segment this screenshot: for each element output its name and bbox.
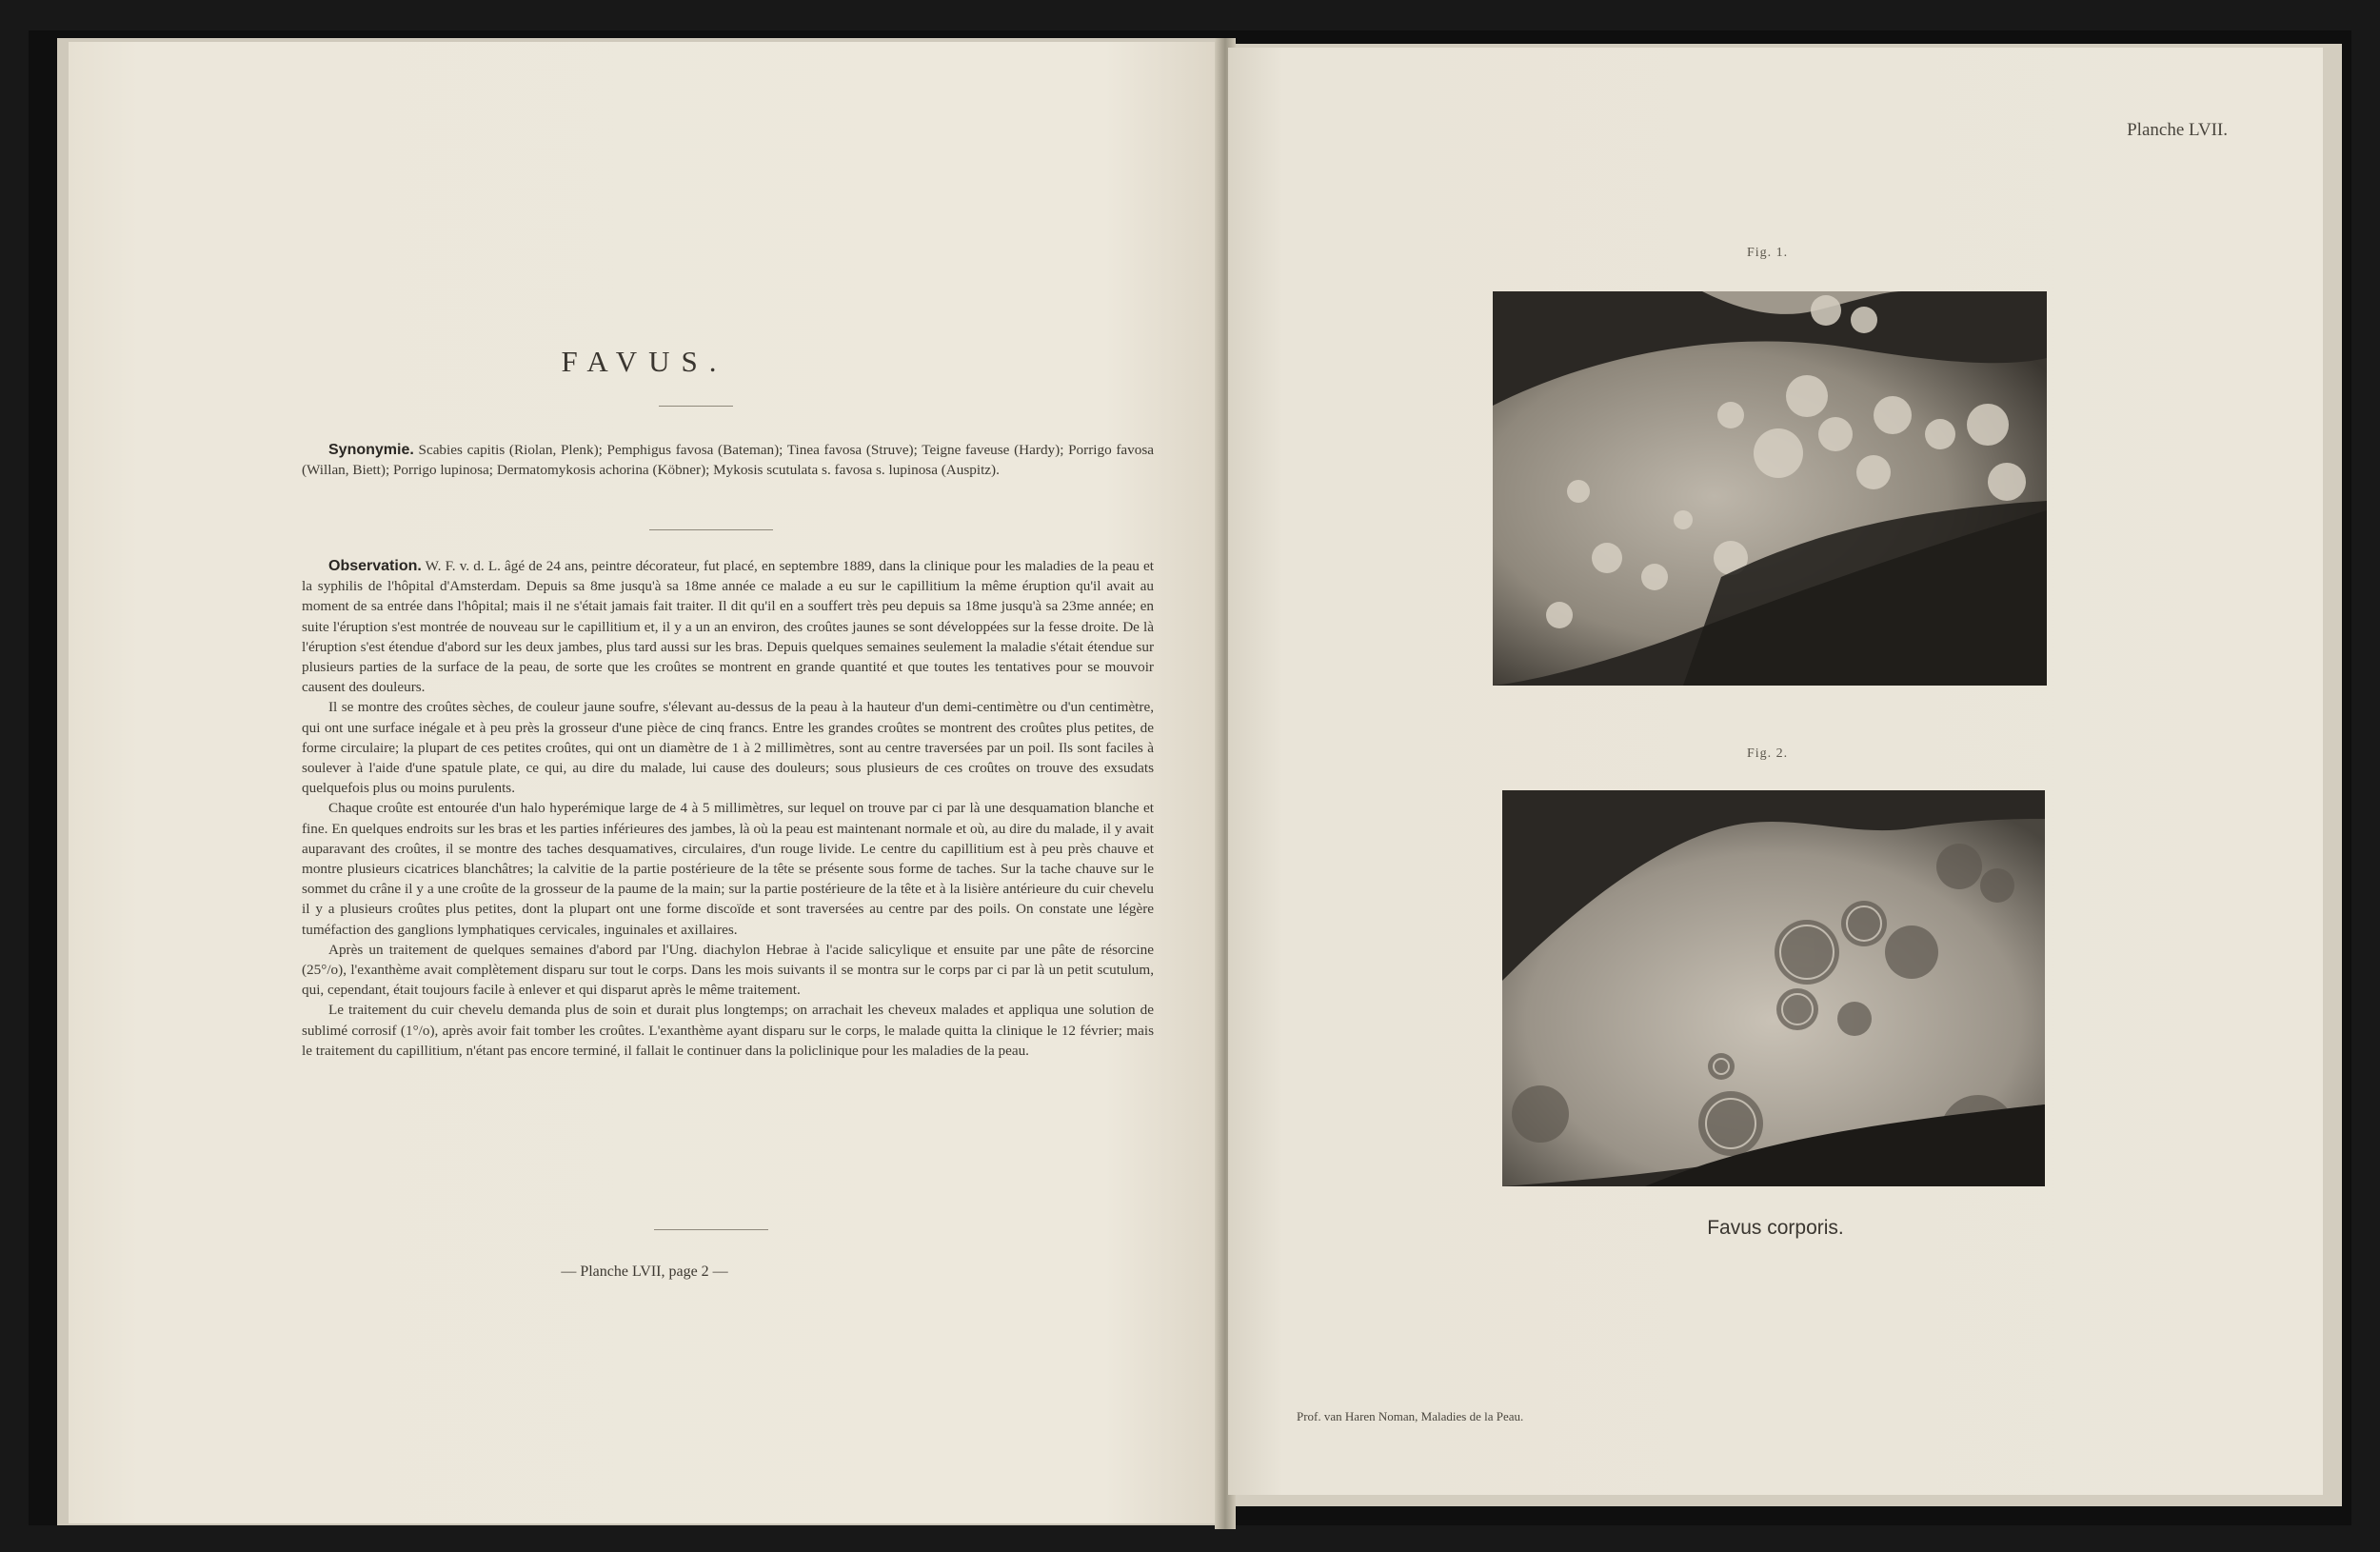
publication-credit: Prof. van Haren Noman, Maladies de la Peau. xyxy=(1297,1409,1524,1423)
section-divider xyxy=(649,529,773,530)
synonymie-text: Scabies capitis (Riolan, Plenk); Pemphigus favosa (Bateman); Tinea favosa (Struve); Teigne faveuse (Hardy); Porrigo favosa (Willan, Biett); Porrigo lupinosa; Dermatomykosis achorina (Köbner); Mykosis scutulata s. favosa s. lupinosa (Auspitz). xyxy=(302,442,1154,479)
fig2-photo xyxy=(1502,790,2045,1186)
title-divider xyxy=(659,406,733,407)
observation-p4: Après un traitement de quelques semaines d'abord par l'Ung. diachylon Hebrae à l'acide salicylique et ensuite par une pâte de résorcine (25°/o), l'exanthème avait complètement disparu sur tout le corps. Dans les mois suivants il se montra sur le corps par ci par là un petit scutulum, qui, cependant, était toujours facile à enlever et qui disparut après le même traitement. xyxy=(302,941,1154,999)
observation-p2: Il se montre des croûtes sèches, de couleur jaune soufre, s'élevant au-dessus de la peau à la hauteur d'un demi-centimètre ou d'un centimètre, qui ont une surface inégale et à peu près la grosseur d'une pièce de cinq francs. Entre les grandes croûtes se montrent des croûtes plus petites, de forme circulaire; la plupart de ces petites croûtes, qui ont un diamètre de 1 à 2 millimètres, sont au centre traversées par un poil. Ils sont faciles à soulever à l'aide d'une spatule plate, ce qui, au dire du malade, lui cause des douleurs; sous plusieurs de ces croûtes on trouve des exsudats quelquefois plus ou moins purulents. xyxy=(302,699,1154,797)
synonymie-paragraph xyxy=(302,440,1154,480)
fig1-photo xyxy=(1493,291,2047,686)
observation-section xyxy=(302,556,1154,1061)
footer-divider xyxy=(654,1229,768,1230)
plate-number: Planche LVII. xyxy=(2127,120,2228,140)
observation-p5: Le traitement du cuir chevelu demanda plus de soin et durait plus longtemps; on arrachait les cheveux malades et appliqua une solution de sublimé corrosif (1°/o), après avoir fait tomber les croûtes. L'exanthème ayant disparu sur le corps, le malade quitta la clinique le 12 février; mais le traitement du capillitium, n'étant pas encore terminé, il fallait le continuer dans la policlinique pour les maladies de la peau. xyxy=(302,1002,1154,1059)
right-page xyxy=(1228,48,2323,1495)
observation-p1: W. F. v. d. L. âgé de 24 ans, peintre décorateur, fut placé, en septembre 1889, dans la clinique pour les maladies de la peau et la syphilis de l'hôpital d'Amsterdam. Depuis sa 8me jusqu'à sa 18me année ce malade a eu sur le capillitium la même éruption qu'il avait au moment de sa entrée dans l'hôpital; mais il ne s'était jamais fait traiter. Il dit qu'il en a souffert très peu depuis sa 18me jusqu'à sa 23me année; en suite l'éruption s'est montrée de nouveau sur le capillitium et, il y a un an environ, des croûtes jaunes se sont développées sur la fesse droite. De là l'éruption s'est étendue d'abord sur les deux jambes, plus tard aussi sur les bras. Depuis quelques semaines seulement la maladie s'était étendue sur plusieurs parties de la surface de la peau, de sorte que les croûtes se montrent en grande quantité et que toutes les tentatives pour se mouvoir causent des douleurs. xyxy=(302,558,1154,696)
fig2-caption: Fig. 2. xyxy=(1747,746,1789,761)
plate-caption: Favus corporis. xyxy=(1707,1217,1844,1239)
left-page xyxy=(69,42,1220,1523)
page-title: FAVUS. xyxy=(561,345,728,378)
observation-lead: Observation. xyxy=(328,558,422,574)
synonymie-lead: Synonymie. xyxy=(328,442,414,458)
observation-p3: Chaque croûte est entourée d'un halo hyperémique large de 4 à 5 millimètres, sur lequel on trouve par ci par là une desquamation blanche et fine. En quelques endroits sur les bras et les parties inférieures des jambes, là où la peau est maintenant normale et où, au dire du malade, il y avait auparavant des croûtes, il se montre des taches desquamatives, circulaires, d'un rouge livide. Le centre du capillitium est à peu près chauve et montre plusieurs cicatrices blanchâtres; la calvitie de la partie postérieure de la tête se présente sous forme de taches. Sur la tache chauve sur le sommet du crâne il y a une croûte de la grosseur de la paume de la main; sur la partie postérieure de la tête et à la lisière antérieure du cuir chevelu il y a plusieurs croûtes plus petites, dont la plupart ont une forme discoïde et sont traversées au centre par des poils. On constate une légère tuméfaction des ganglions lymphatiques cervicales, inguinales et axillaires. xyxy=(302,800,1154,938)
page-footer: — Planche LVII, page 2 — xyxy=(561,1263,728,1280)
fig1-caption: Fig. 1. xyxy=(1747,246,1789,260)
